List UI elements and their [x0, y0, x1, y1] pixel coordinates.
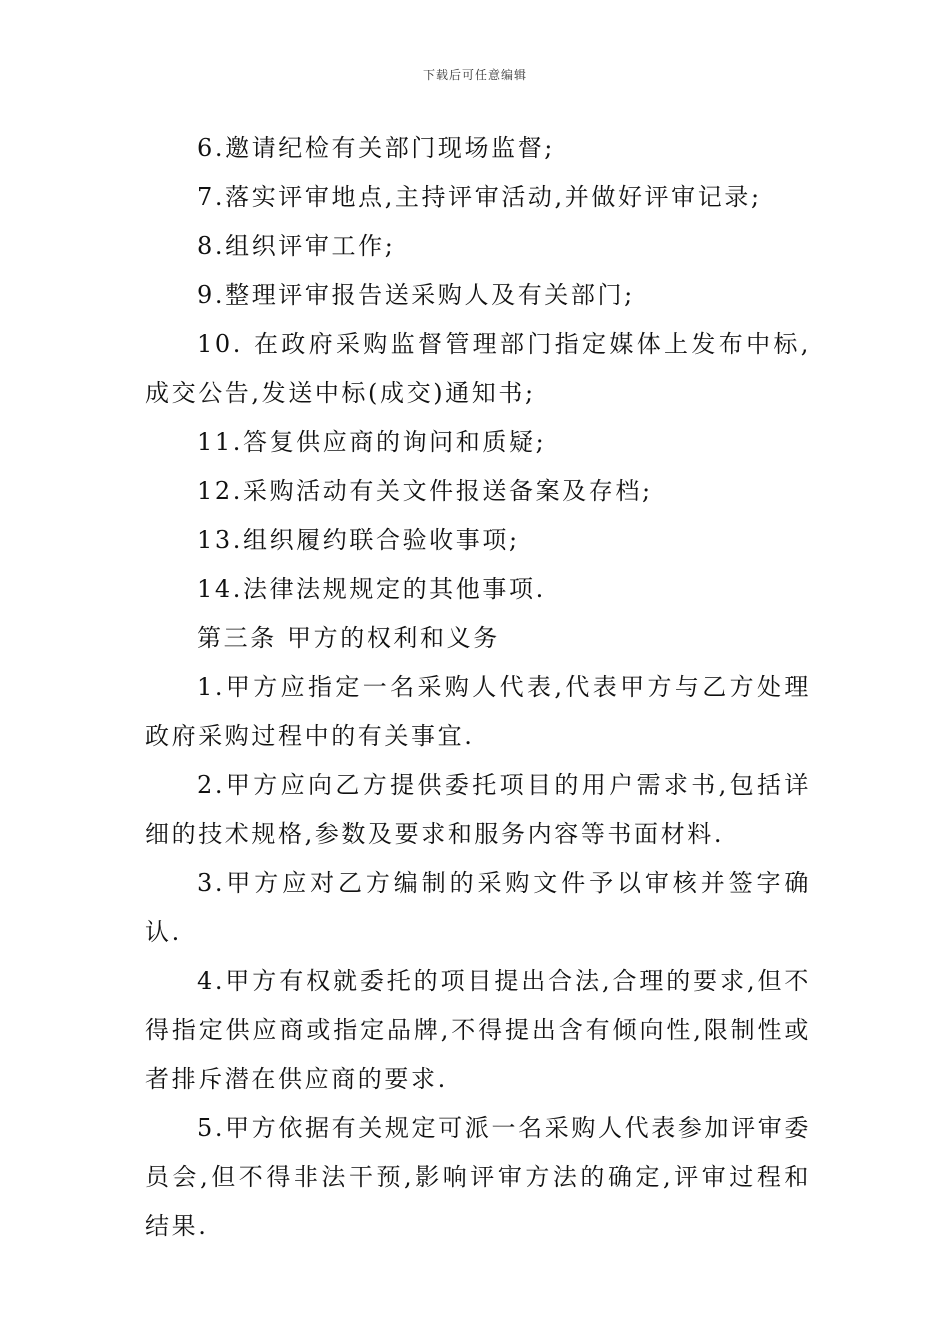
paragraph-item-12: 12.采购活动有关文件报送备案及存档;: [197, 477, 653, 505]
section-heading-article-3: 第三条 甲方的权利和义务: [197, 624, 500, 652]
paragraph-item-13: 13.组织履约联合验收事项;: [197, 526, 520, 554]
paragraph-party-a-3: 3.甲方应对乙方编制的采购文件予以审核并签字确认.: [145, 869, 811, 946]
paragraph-party-a-1: 1.甲方应指定一名采购人代表,代表甲方与乙方处理政府采购过程中的有关事宜.: [145, 673, 811, 750]
paragraph-item-10: 10. 在政府采购监督管理部门指定媒体上发布中标,成交公告,发送中标(成交)通知书;: [145, 330, 811, 407]
document-body: [145, 124, 811, 1251]
paragraph-party-a-2: 2.甲方应向乙方提供委托项目的用户需求书,包括详细的技术规格,参数及要求和服务内容等书面材料.: [145, 771, 811, 848]
paragraph-item-6: 6.邀请纪检有关部门现场监督;: [197, 134, 555, 162]
header-note: 下载后可任意编辑: [422, 68, 527, 82]
paragraph-item-8: 8.组织评审工作;: [197, 232, 396, 260]
paragraph-party-a-4: 4.甲方有权就委托的项目提出合法,合理的要求,但不得指定供应商或指定品牌,不得提出含有倾向性,限制性或者排斥潜在供应商的要求.: [145, 967, 811, 1093]
paragraph-item-11: 11.答复供应商的询问和质疑;: [197, 428, 547, 456]
paragraph-item-14: 14.法律法规规定的其他事项.: [197, 575, 546, 603]
paragraph-party-a-5: 5.甲方依据有关规定可派一名采购人代表参加评审委员会,但不得非法干预,影响评审方法的确定,评审过程和结果.: [145, 1114, 811, 1240]
paragraph-item-9: 9.整理评审报告送采购人及有关部门;: [197, 281, 635, 309]
paragraph-item-7: 7.落实评审地点,主持评审活动,并做好评审记录;: [197, 183, 762, 211]
